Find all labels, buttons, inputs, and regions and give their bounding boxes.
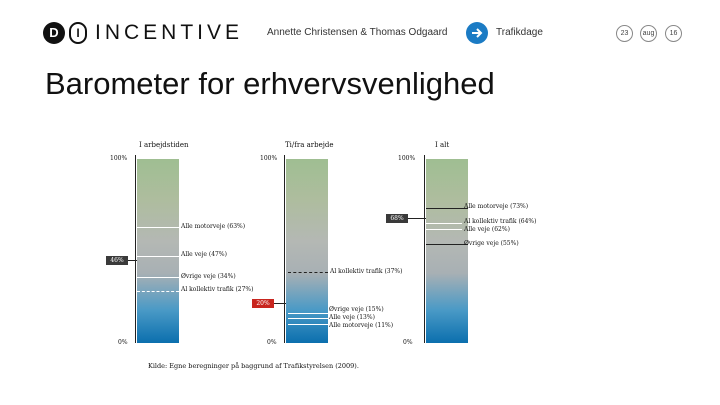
marker-label: Alle motorveje (11%) [329, 322, 394, 329]
logo-wordmark: INCENTIVE [95, 21, 244, 44]
badge-connector [128, 260, 137, 261]
slide-title: Barometer for erhvervsvenlighed [45, 66, 495, 101]
bar [426, 159, 468, 343]
column-title: Ti/fra arbejde [285, 141, 334, 149]
marker-line [426, 223, 462, 224]
marker-line [137, 277, 179, 278]
marker-label: Al kollektiv trafik (37%) [330, 268, 403, 275]
marker-line [137, 291, 179, 292]
marker-label: Alle veje (62%) [464, 226, 510, 233]
marker-line [288, 318, 328, 319]
marker-label: Alle veje (47%) [181, 251, 227, 258]
bar [137, 159, 179, 343]
marker-label: Alle motorveje (73%) [464, 203, 529, 210]
marker-label: Al kollektiv trafik (27%) [181, 286, 254, 293]
average-badge: 68% [386, 214, 408, 223]
marker-label: Øvrige veje (15%) [329, 306, 384, 313]
marker-label: Al kollektiv trafik (64%) [464, 218, 537, 225]
date-month: aug [640, 25, 657, 42]
date-day: 23 [616, 25, 633, 42]
column-title: I arbejdstiden [139, 141, 189, 149]
source-note: Kilde: Egne beregninger på baggrund af Trafikstyrelsen (2009). [148, 362, 359, 370]
column-title: I alt [435, 141, 450, 149]
date-year: 16 [665, 25, 682, 42]
marker-label: Øvrige veje (34%) [181, 273, 236, 280]
marker-label: Øvrige veje (55%) [464, 240, 519, 247]
marker-line [426, 244, 468, 245]
average-badge: 20% [252, 299, 274, 308]
tick-label: 100% [260, 155, 278, 162]
axis-line [284, 155, 285, 343]
logo-i: I [69, 22, 87, 44]
tick-label: 0% [403, 339, 413, 346]
marker-line [137, 256, 179, 257]
marker-line [426, 229, 462, 230]
average-badge: 46% [106, 256, 128, 265]
event-name: Trafikdage [496, 27, 543, 38]
tick-label: 0% [118, 339, 128, 346]
badge-connector [408, 218, 426, 219]
tick-label: 100% [110, 155, 128, 162]
marker-line [426, 208, 468, 209]
marker-line [137, 227, 179, 228]
marker-line [288, 272, 328, 273]
marker-label: Alle veje (13%) [329, 314, 375, 321]
marker-label: Alle motorveje (63%) [181, 223, 246, 230]
tick-label: 100% [398, 155, 416, 162]
arrow-right-icon[interactable] [466, 22, 488, 44]
tick-label: 0% [267, 339, 277, 346]
authors: Annette Christensen & Thomas Odgaard [267, 27, 448, 38]
badge-connector [274, 303, 286, 304]
axis-line [135, 155, 136, 343]
bar [286, 159, 328, 343]
marker-line [288, 313, 328, 314]
marker-line [288, 324, 328, 325]
logo-d: D [43, 22, 65, 44]
axis-line [424, 155, 425, 343]
